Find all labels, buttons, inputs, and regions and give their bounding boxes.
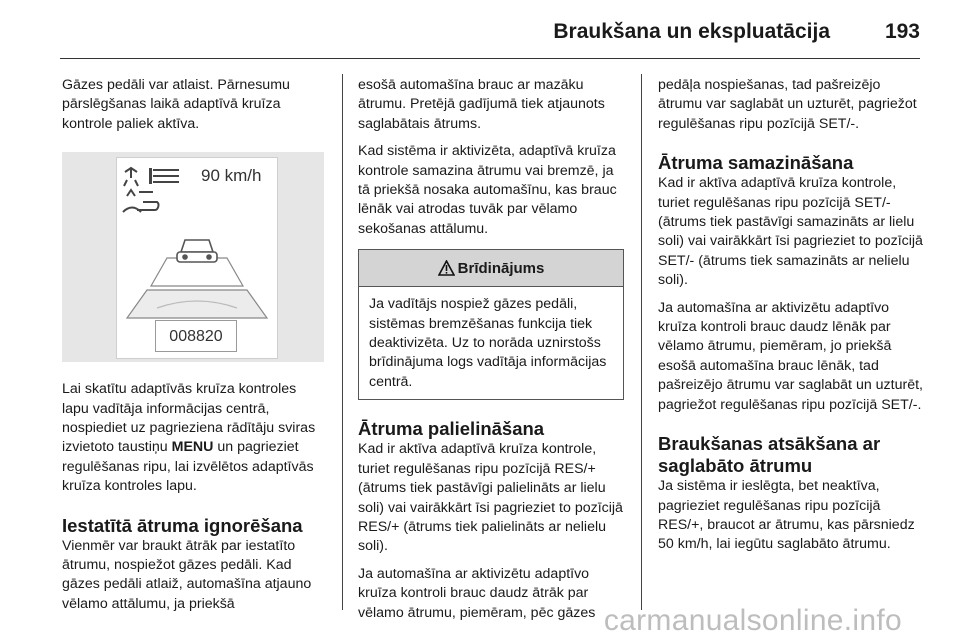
paragraph: Ja automašīna ar aktivizētu adaptīvo kruīza kontroli brauc daudz ātrāk par vēlamo ātrumu, piemēram, pēc gāzes — [358, 565, 596, 621]
set-speed-readout: 90 km/h — [201, 166, 262, 186]
warning-text: Ja vadītājs nospiež gāzes pedāli, sistēmas bremzēšanas funkcija tiek deaktivizēta. Uz to norāda uznirstošs brīdinājuma logs vadītāja informācijas centrā. — [369, 296, 607, 390]
warning-triangle-icon — [438, 260, 455, 276]
menu-key-label: MENU — [171, 439, 214, 456]
paragraph: esošā automašīna brauc ar mazāku ātrumu. Pretējā gadījumā tiek atjaunots saglabātais ātrums. — [358, 77, 605, 132]
paragraph: pedāļa nospiešanas, tad pašreizējo ātrumu var saglabāt un uzturēt, pagriežot regulēšanas ripu pozīcijā SET/-. — [658, 77, 917, 132]
section-heading: Braukšanas atsākšana ar saglabāto ātrumu — [658, 433, 881, 477]
odometer-box — [155, 320, 237, 352]
page-number: 193 — [884, 20, 920, 43]
column-divider — [342, 74, 343, 610]
paragraph: Vienmēr var braukt ātrāk par iestatīto ātrumu, nospiežot gāzes pedāli. Kad gāzes pedāli atlaiž, automašīna atjauno vēlamo attālumu, ja priekšā — [62, 537, 312, 612]
page-header — [0, 0, 960, 60]
paragraph: Kad ir aktīva adaptīvā kruīza kontrole, turiet regulēšanas ripu pozīcijā RES/+ (ātrums tiek pastāvīgi palielināts ar lielu soli) vai vairākkārt īsi pagrieziet to pozīcijā RES/+ (ātrums tiek palielināts ar nelielu soli). — [358, 441, 623, 555]
warning-body — [359, 287, 623, 399]
odometer-readout: 008820 — [169, 328, 223, 346]
distance-setting-icon — [124, 168, 179, 186]
paragraph: Ja automašīna ar aktivizētu adaptīvo kruīza kontroli brauc daudz lēnāk par vēlamo ātrumu, piemēram, jo priekšā esošā automašīna brauc lēnāk, tad pašreizējo ātrumu var saglabāt un uzturēt, pagriežot regulēšanas ripu pozīcijā SET/-. — [658, 299, 923, 413]
paragraph: Gāzes pedāli var atlaist. Pārnesumu pārslēgšanas laikā adaptīvā kruīza kontrole paliek aktīva. — [62, 77, 290, 132]
section-heading: Ātruma samazināšana — [658, 152, 854, 174]
watermark: carmanualsonline.info — [603, 604, 902, 637]
header-divider — [60, 58, 920, 59]
cruise-active-icon — [123, 190, 158, 212]
road-graphic — [127, 258, 267, 318]
vehicle-ahead-icon — [177, 240, 217, 262]
column-1 — [62, 76, 325, 622]
section-title: Braukšana un ekspluatācija — [553, 20, 830, 43]
column-divider — [641, 74, 642, 610]
warning-header — [359, 250, 623, 287]
display-screen — [116, 157, 278, 359]
column-2 — [358, 76, 623, 631]
warning-title: Brīdinājums — [457, 259, 545, 277]
column-3 — [658, 76, 923, 563]
paragraph: Ja sistēma ir ieslēgta, bet neaktīva, pagrieziet regulēšanas ripu pozīcijā RES/+, braucot ar ātrumu, kas pārsniedz 50 km/h, lai iegūtu saglabāto ātrumu. — [658, 478, 915, 553]
section-heading: Ātruma palielināšana — [358, 418, 545, 440]
paragraph: Kad ir aktīva adaptīvā kruīza kontrole, turiet regulēšanas ripu pozīcijā SET/- (ātrums tiek pastāvīgi samazināts ar lielu soli) vai vairākkārt īsi pagrieziet to pozīcijā SET/- (ātrums tiek samazināts ar nelielu soli). — [658, 175, 923, 289]
paragraph: Kad sistēma ir aktivizēta, adaptīvā kruīza kontrole samazina ātrumu vai bremzē, ja tā priekšā nosaka automašīnu, kas brauc lēnāk vai atrodas tuvāk par vēlamo sekošanas attālumu. — [358, 143, 617, 237]
paragraph: Lai skatītu adaptīvās kruīza kontroles lapu vadītāja informācijas centrā, nospiediet uz pagrieziena rādītāju sviras izvietoto taustiņu MENU un pagrieziet regulēšanas ripu, lai izvēlētos adaptīvās kruīza kontroles lapu. — [62, 381, 316, 495]
acc-display-illustration — [62, 152, 324, 362]
warning-box — [358, 249, 624, 400]
section-heading: Iestatītā ātruma ignorēšana — [62, 514, 303, 536]
